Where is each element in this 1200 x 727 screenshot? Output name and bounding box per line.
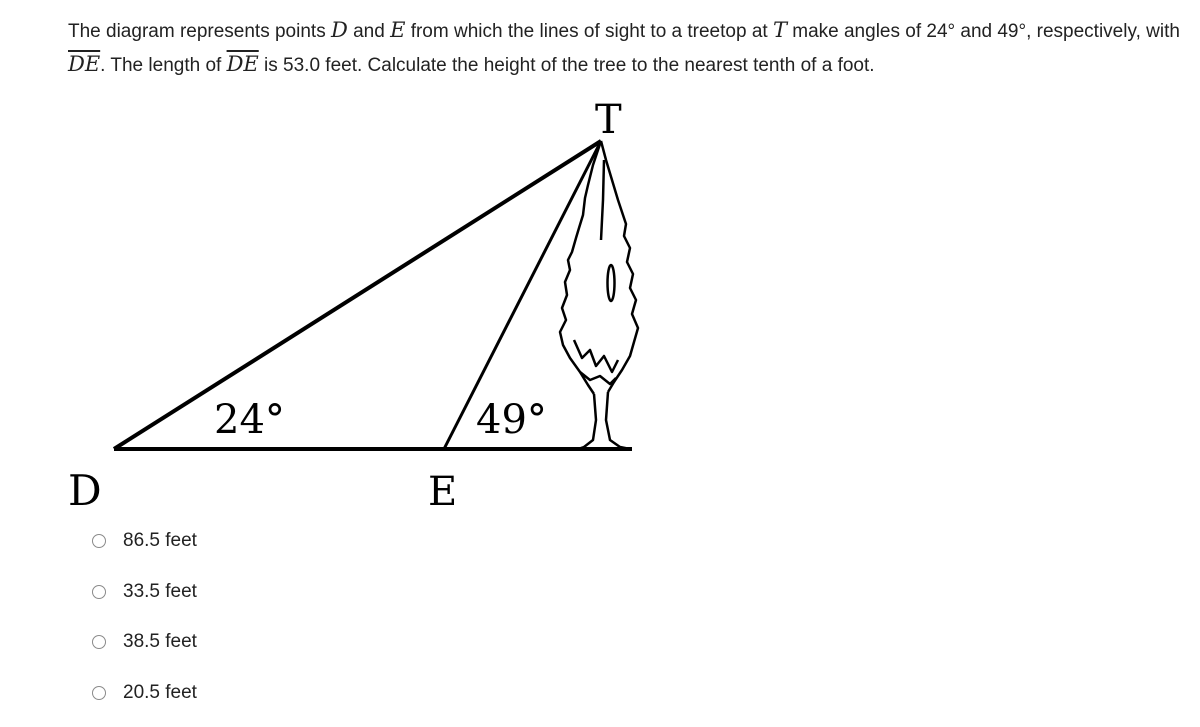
question-text-part: make angles of 24° and 49°, respectively, with bbox=[786, 21, 1180, 42]
choice-label: 20.5 feet bbox=[123, 682, 197, 704]
point-d-symbol: D bbox=[330, 18, 348, 42]
point-e-symbol: E bbox=[390, 18, 406, 42]
question-text-part: . The length of bbox=[100, 55, 227, 76]
radio-button[interactable] bbox=[92, 635, 106, 649]
angle-e-label: 49° bbox=[476, 397, 547, 443]
point-t-symbol: T bbox=[772, 18, 787, 42]
choice-option[interactable] bbox=[92, 575, 197, 609]
question-text-part: is 53.0 feet. Calculate the height of the tree to the nearest tenth of a foot. bbox=[258, 55, 875, 76]
choice-label: 33.5 feet bbox=[123, 580, 197, 602]
label-d: D bbox=[68, 466, 102, 515]
question-text-part: and bbox=[347, 21, 391, 42]
choice-option[interactable] bbox=[92, 625, 197, 659]
angle-d-label: 24° bbox=[214, 397, 285, 443]
label-e: E bbox=[428, 469, 458, 515]
tree-icon bbox=[560, 141, 638, 449]
radio-button[interactable] bbox=[92, 585, 106, 599]
segment-de-symbol: $\overline{DE}$ bbox=[226, 52, 259, 76]
choice-option[interactable] bbox=[92, 676, 197, 710]
question-text-part: The diagram represents points bbox=[68, 21, 331, 42]
choice-label: 38.5 feet bbox=[123, 631, 197, 653]
radio-button[interactable] bbox=[92, 534, 106, 548]
segment-de-symbol: $\overline{DE}$ bbox=[68, 52, 101, 76]
choice-option[interactable] bbox=[92, 524, 197, 558]
radio-button[interactable] bbox=[92, 686, 106, 700]
choice-label: 86.5 feet bbox=[123, 530, 197, 551]
question-text-part: from which the lines of sight to a treetop at bbox=[405, 21, 773, 42]
answer-choices bbox=[92, 524, 197, 727]
label-t: T bbox=[595, 97, 622, 143]
